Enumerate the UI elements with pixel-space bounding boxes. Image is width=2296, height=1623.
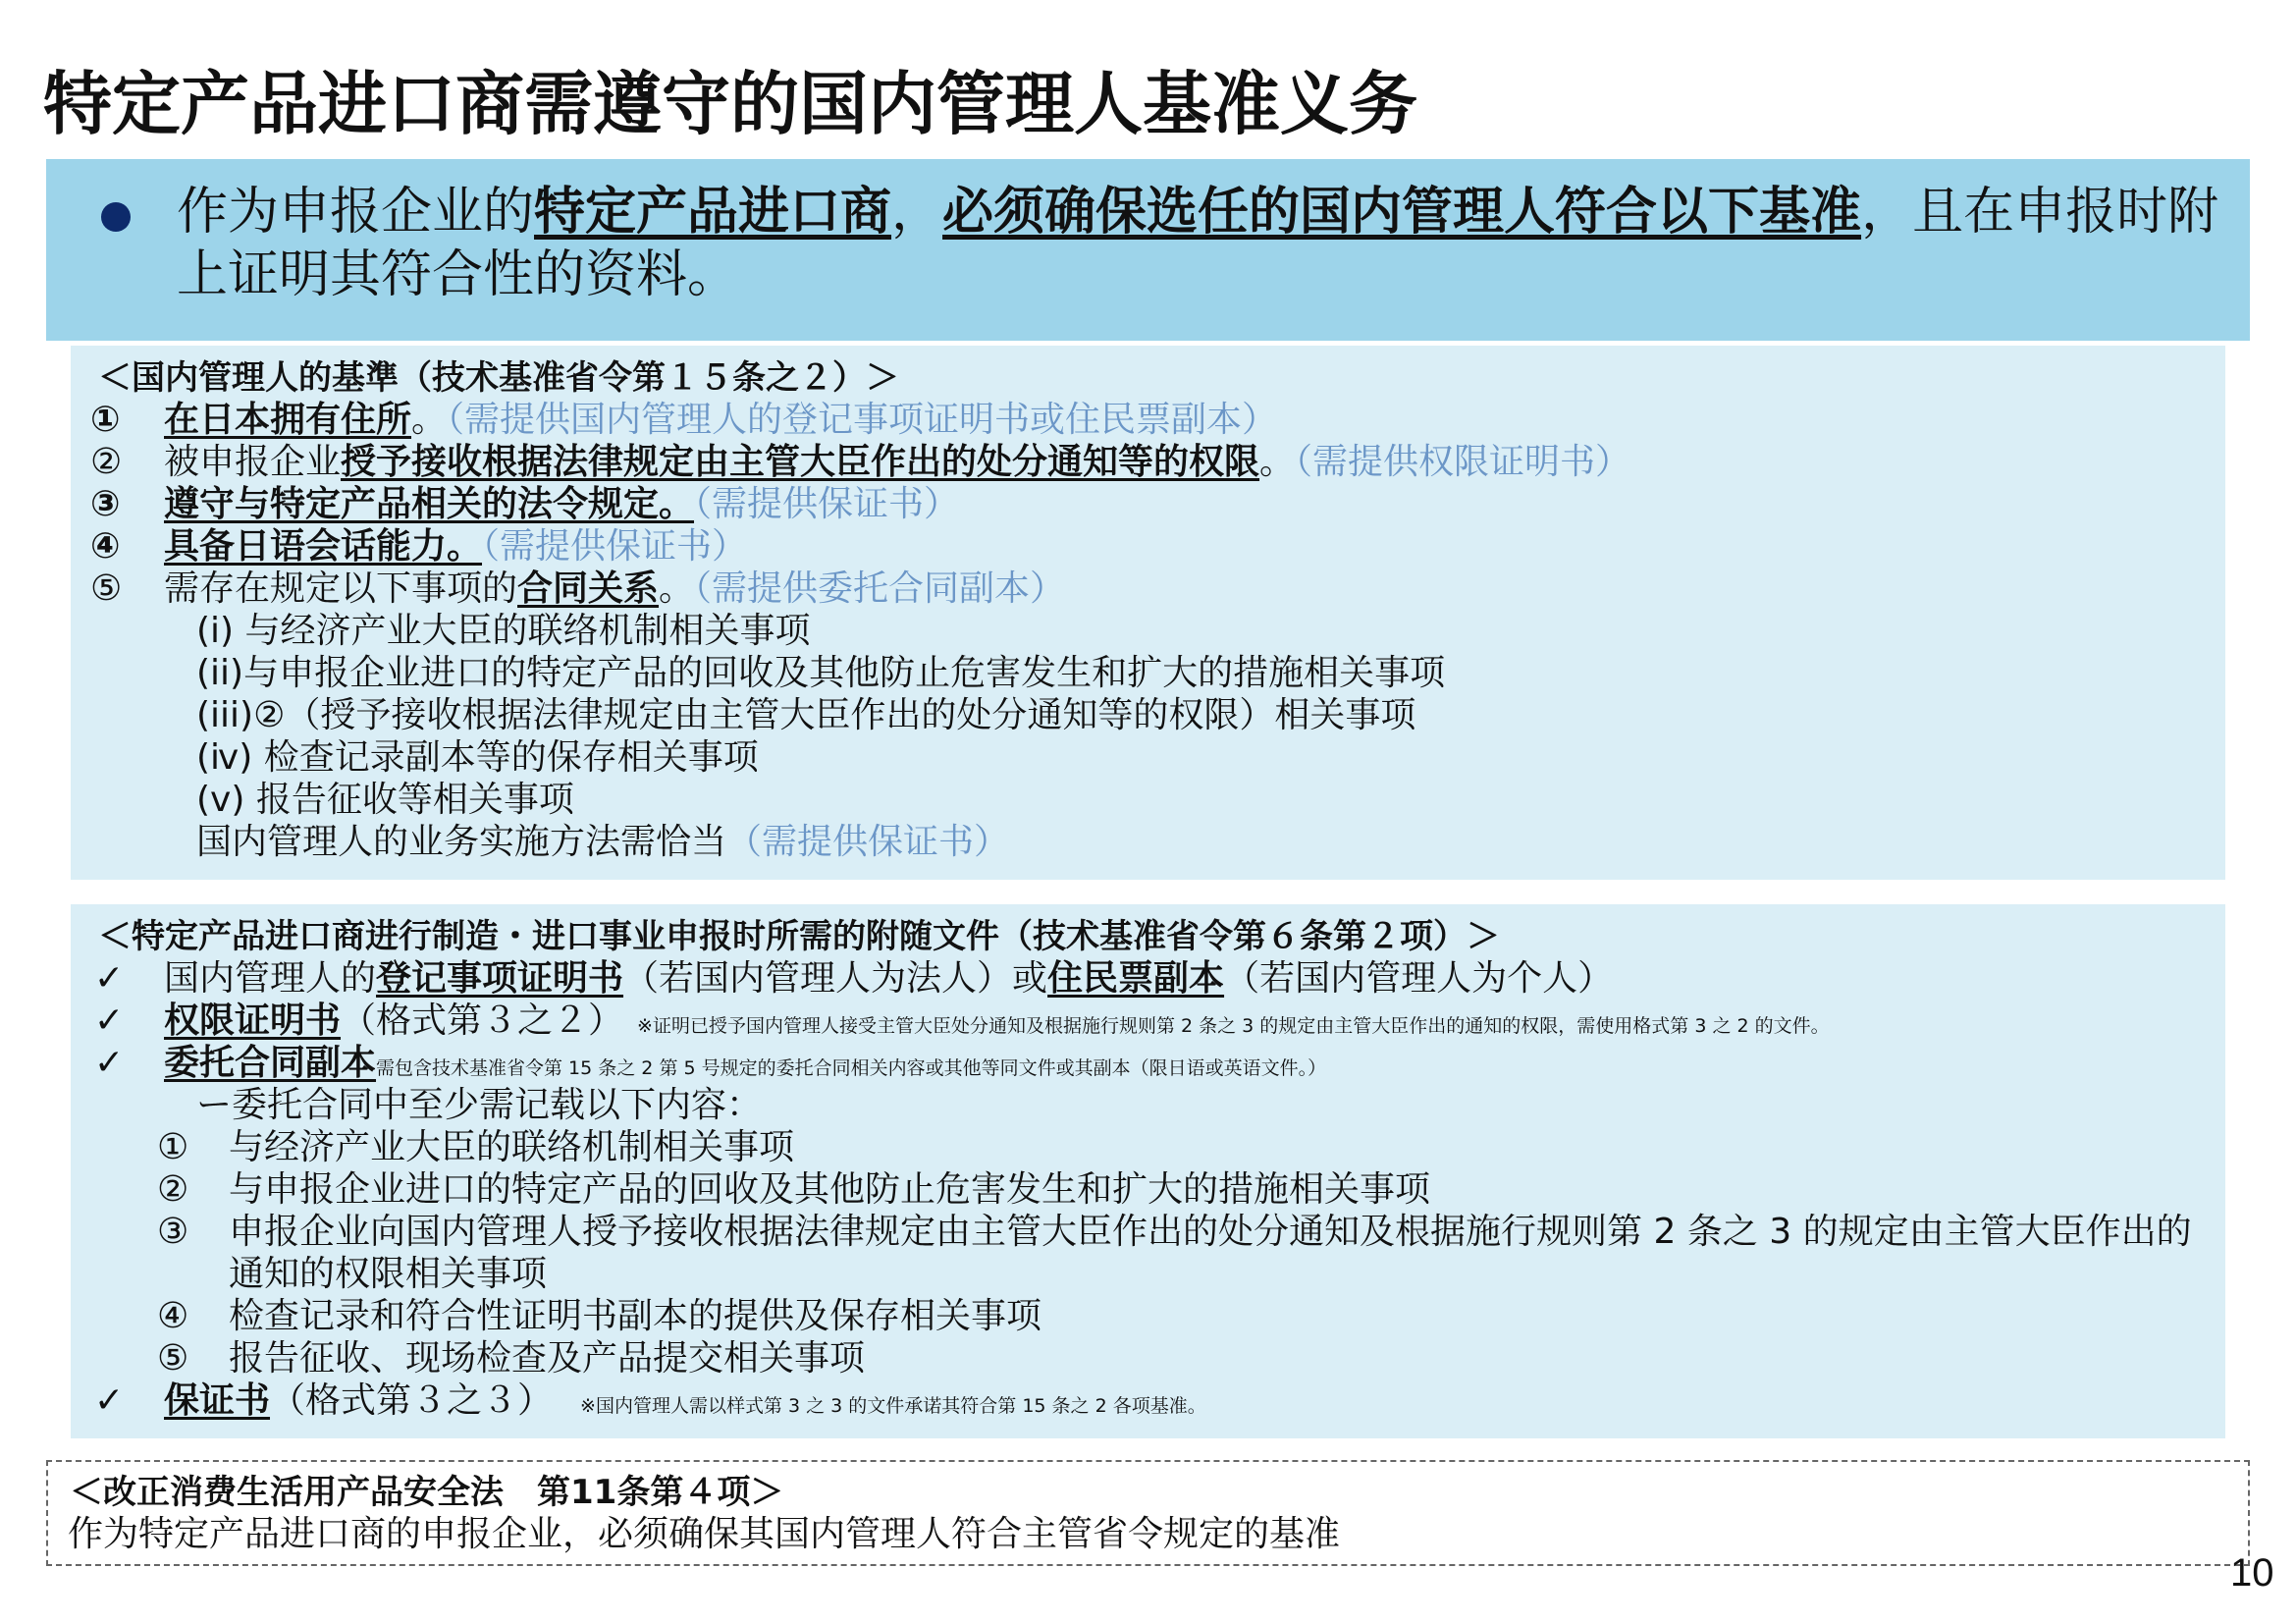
intro-text-2: ， (891, 183, 943, 242)
page-number: 10 (2230, 1551, 2274, 1595)
doc1-bold-registration: 登记事项证明书 (376, 958, 624, 999)
doc3-text-5: 报告征收、现场检查及产品提交相关事项 (229, 1338, 866, 1379)
doc3-marker-1: ① (157, 1127, 189, 1167)
criteria-post-2: 。 (1259, 442, 1296, 482)
criteria-subitem-4: (ⅳ) 检查记录副本等的保存相关事项 (196, 737, 759, 778)
criteria-last-note: （需提供保证书） (726, 822, 1010, 862)
criteria-post-5: 。 (659, 568, 695, 609)
doc3-text-3: 申报企业向国内管理人授予接收根据法律规定由主管大臣作出的处分通知及根据施行规则第 2 条之 3 的规定由主管大臣作出的 (229, 1212, 2192, 1252)
checkmark-icon: ✓ (94, 1380, 125, 1421)
doc3-intro: ー委托合同中至少需记载以下内容： (196, 1085, 763, 1125)
intro-text-1: 作为申报企业的 (177, 183, 535, 242)
criteria-subitem-5: (ⅴ) 报告征收等相关事项 (196, 780, 574, 820)
criteria-bold-1: 在日本拥有住所 (164, 400, 412, 440)
doc3-note: 需包含技术基准省令第 15 条之 2 第 5 号规定的委托合同相关内容或其他等同文件或其副本（限日语或英语文件。） (376, 1057, 1327, 1079)
doc4-bold: 保证书 (164, 1380, 271, 1421)
criteria-panel (71, 346, 2225, 880)
intro-text (177, 181, 2228, 306)
intro-bold-importer: 特定产品进口商 (534, 183, 892, 242)
law-heading: ＜改正消费生活用产品安全法 第11条第４项＞ (70, 1473, 784, 1512)
criteria-pre-5: 需存在规定以下事项的 (164, 568, 518, 609)
intro-banner (46, 159, 2250, 341)
law-text: 作为特定产品进口商的申报企业，必须确保其国内管理人符合主管省令规定的基准 (68, 1514, 1341, 1554)
doc3-marker-2: ② (157, 1169, 189, 1210)
criteria-marker-2: ② (90, 442, 123, 482)
criteria-bold-4: 具备日语会话能力。 (164, 526, 483, 567)
criteria-bold-5: 合同关系 (517, 568, 660, 609)
checkmark-icon: ✓ (94, 1043, 125, 1083)
doc3-bold: 委托合同副本 (164, 1043, 377, 1083)
doc3-text-3-cont: 通知的权限相关事项 (229, 1254, 548, 1294)
doc2-bold: 权限证明书 (164, 1001, 342, 1041)
doc4-note: ※国内管理人需以样式第 3 之 3 的文件承诺其符合第 15 条之 2 各项基准。 (580, 1395, 1206, 1417)
doc1-pre: 国内管理人的 (164, 958, 377, 999)
criteria-bold-3: 遵守与特定产品相关的法令规定。 (164, 484, 695, 524)
criteria-subitem-2: (ii)与申报企业进口的特定产品的回收及其他防止危害发生和扩大的措施相关事项 (196, 653, 1446, 693)
doc3-marker-3: ③ (157, 1212, 189, 1252)
checkmark-icon: ✓ (94, 958, 125, 999)
doc4-text: （格式第３之３） (270, 1380, 554, 1421)
page-title: 特定产品进口商需遵守的国内管理人基准义务 (43, 64, 1417, 144)
doc1-mid: （若国内管理人为法人）或 (623, 958, 1048, 999)
criteria-marker-3: ③ (90, 484, 121, 524)
criteria-marker-1: ① (90, 400, 121, 440)
criteria-note-1: （需提供国内管理人的登记事项证明书或住民票副本） (447, 400, 1278, 440)
documents-heading: ＜特定产品进口商进行制造・进口事业申报时所需的附随文件（技术基准省令第６条第２项）＞ (98, 917, 1500, 956)
doc3-marker-5: ⑤ (157, 1338, 189, 1379)
doc3-text-4: 检查记录和符合性证明书副本的提供及保存相关事项 (229, 1296, 1042, 1336)
criteria-note-5: （需提供委托合同副本） (694, 568, 1066, 609)
doc1-post: （若国内管理人为个人） (1224, 958, 1614, 999)
criteria-subitem-1: (i) 与经济产业大臣的联络机制相关事项 (196, 611, 811, 651)
doc1-bold-residence: 住民票副本 (1047, 958, 1225, 999)
criteria-pre-2: 被申报企业 (164, 442, 342, 482)
criteria-marker-5: ⑤ (90, 568, 123, 609)
doc3-text-2: 与申报企业进口的特定产品的回收及其他防止危害发生和扩大的措施相关事项 (229, 1169, 1431, 1210)
criteria-note-4: （需提供保证书） (482, 526, 748, 567)
criteria-last-text: 国内管理人的业务实施方法需恰当 (196, 822, 727, 862)
criteria-note-3: （需提供保证书） (694, 484, 960, 524)
doc2-note: ※证明已授予国内管理人接受主管大臣处分通知及根据施行规则第 2 条之 3 的规定由主管大臣作出的通知的权限，需使用格式第 3 之 2 的文件。 (637, 1015, 1830, 1037)
doc2-text: （格式第３之２） (341, 1001, 624, 1041)
criteria-bold-2: 授予接收根据法律规定由主管大臣作出的处分通知等的权限 (341, 442, 1260, 482)
criteria-marker-4: ④ (90, 526, 121, 567)
doc3-text-1: 与经济产业大臣的联络机制相关事项 (229, 1127, 795, 1167)
criteria-post-1: 。 (411, 400, 448, 440)
law-box (46, 1460, 2250, 1566)
intro-text-3: ，且在申报时附上证明其符合性的资料。 (177, 183, 2219, 304)
bullet-dot-icon (101, 202, 131, 232)
documents-panel (71, 904, 2225, 1438)
doc3-marker-4: ④ (157, 1296, 189, 1336)
criteria-note-2: （需提供权限证明书） (1295, 442, 1631, 482)
criteria-subitem-3: (iii)②（授予接收根据法律规定由主管大臣作出的处分通知等的权限）相关事项 (196, 695, 1416, 735)
criteria-heading: ＜国内管理人的基準（技术基准省令第１５条之２）＞ (98, 358, 899, 398)
checkmark-icon: ✓ (94, 1001, 125, 1041)
intro-bold-requirement: 必须确保选任的国内管理人符合以下基准 (942, 183, 1862, 242)
criteria-last-item (196, 821, 1009, 863)
